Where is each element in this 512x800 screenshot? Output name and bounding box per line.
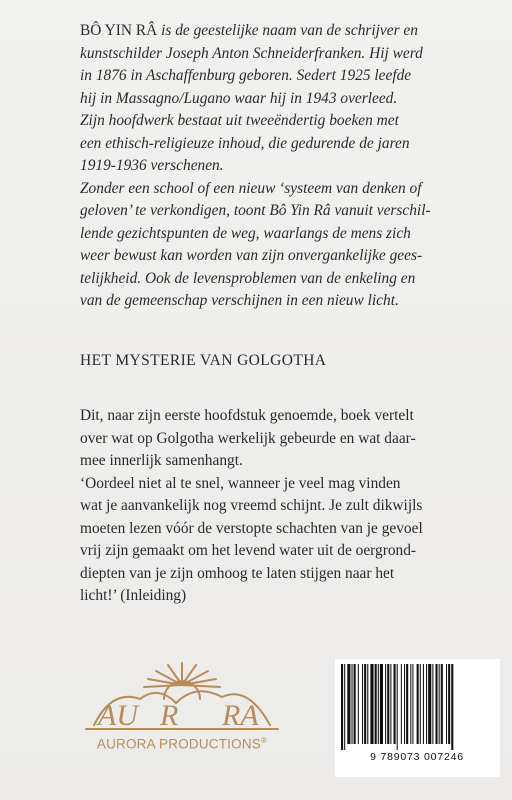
publisher-name: AURORA PRODUCTIONS® xyxy=(96,736,268,752)
bio-line: Zonder een school of een nieuw ‘systeem van denken of xyxy=(80,179,422,197)
bio-line: van de gemeenschap verschijnen in een nieuw licht. xyxy=(80,292,399,309)
svg-text:AU: AU xyxy=(98,699,138,732)
bio-line: weer bewust kan worden van zijn onvergankelijke gees- xyxy=(80,247,423,264)
description-line: vrij zijn gemaakt om het levend water uit de oergrond- xyxy=(80,542,417,559)
author-name: BÔ YIN RÂ xyxy=(80,22,158,39)
description-line: ‘Oordeel niet al te snel, wanneer je veel mag vinden xyxy=(80,474,401,492)
bio-line: telijkheid. Ook de levensproblemen van de enkeling en xyxy=(80,269,416,287)
description-line: licht!’ (Inleiding) xyxy=(80,587,187,604)
description-line: diepten van je zijn omhoog te laten stijgen naar het xyxy=(80,564,395,582)
isbn-number: 9 789073 007246 xyxy=(370,751,464,763)
bio-line: een ethisch-religieuze inhoud, die gedurende de jaren xyxy=(80,134,410,152)
bio-line: 1919-1936 verschenen. xyxy=(80,157,224,174)
bio-line: BÔ YIN RÂ is de geestelijke naam van de schrijver en xyxy=(80,22,418,39)
description-line: Dit, naar zijn eerste hoofdstuk genoemde, boek vertelt xyxy=(80,407,414,424)
barcode-icon xyxy=(339,664,495,750)
bio-line: kunstschilder Joseph Anton Schneiderfranken. Hij werd xyxy=(80,44,423,62)
book-description xyxy=(80,405,502,608)
author-biography xyxy=(80,20,500,313)
bio-line: geloven’ te verkondigen, toont Bô Yin Râ vanuit verschil- xyxy=(80,202,431,219)
aurora-logo-icon xyxy=(72,655,292,737)
isbn-barcode xyxy=(335,659,500,777)
bio-line: lende gezichtspunten de weg, waarlangs de mens zich xyxy=(80,224,411,242)
bio-line: Zijn hoofdwerk bestaat uit tweeëndertig boeken met xyxy=(80,112,399,129)
bio-line: in 1876 in Aschaffenburg geboren. Sedert 1925 leefde xyxy=(80,67,412,84)
description-line: over wat op Golgotha werkelijk gebeurde en wat daar- xyxy=(80,429,416,447)
description-line: mee innerlijk samenhangt. xyxy=(80,452,243,469)
publisher-logo xyxy=(72,655,292,765)
svg-text:R: R xyxy=(160,699,179,732)
description-line: moeten lezen vóór de verstopte schachten van je gevoel xyxy=(80,519,423,537)
svg-text:RA: RA xyxy=(222,699,259,732)
book-title-heading: HET MYSTERIE VAN GOLGOTHA xyxy=(80,352,327,369)
bio-line: hij in Massagno/Lugano waar hij in 1943 overleed. xyxy=(80,89,398,107)
description-line: wat je aanvankelijk nog vreemd schijnt. Je zult dikwijls xyxy=(80,497,423,514)
